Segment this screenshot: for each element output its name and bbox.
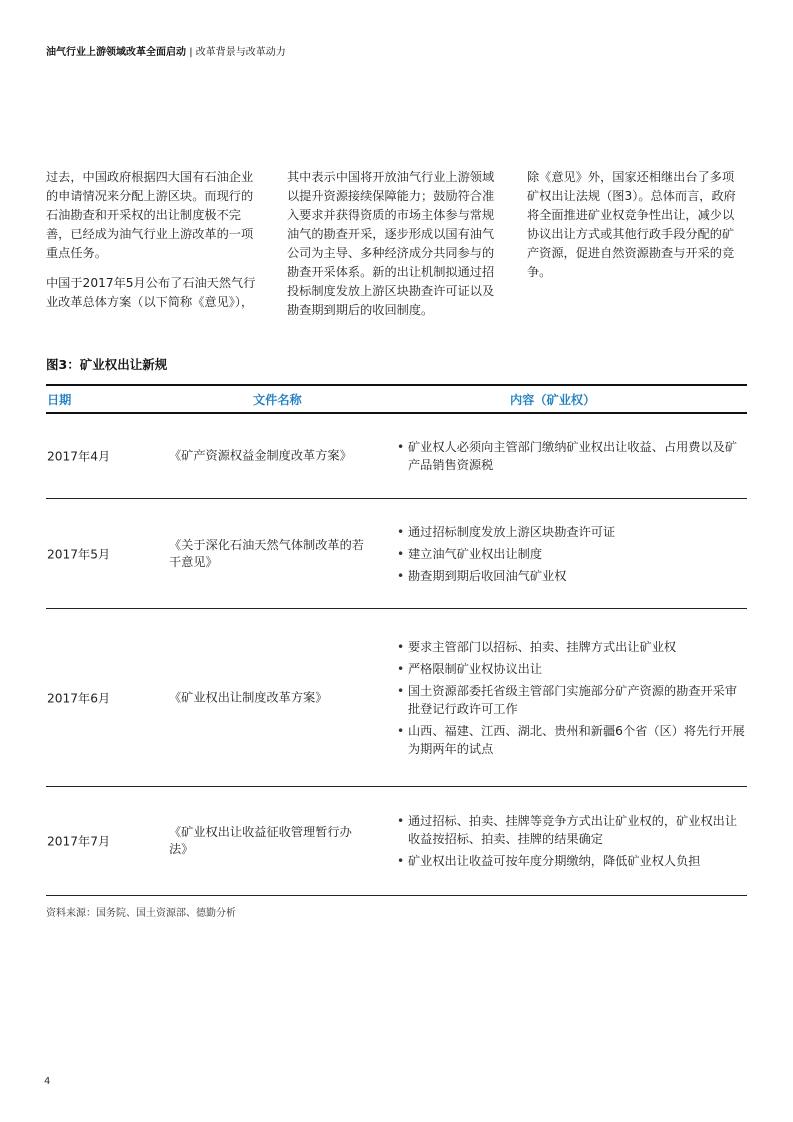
list-item: • 通过招标制度发放上游区块勘查许可证 bbox=[396, 523, 746, 541]
list-item: • 矿业权出让收益可按年度分期缴纳，降低矿业权人负担 bbox=[396, 852, 746, 870]
list-item: • 矿业权人必须向主管部门缴纳矿业权出让收益、占用费以及矿产品销售资源税 bbox=[396, 438, 746, 474]
table-row bbox=[46, 414, 747, 499]
running-header bbox=[46, 43, 286, 58]
regulations-table bbox=[46, 384, 747, 896]
row-document: 《关于深化石油天然气体制改革的若干意见》 bbox=[169, 537, 364, 569]
row-document: 《矿业权出让制度改革方案》 bbox=[169, 690, 328, 704]
figure-title: 图3：矿业权出让新规 bbox=[46, 357, 168, 372]
source-note: 资料来源：国务院、国土资源部、德勤分析 bbox=[46, 908, 236, 919]
header-subtitle: 改革背景与改革动力 bbox=[195, 47, 286, 58]
header-separator: | bbox=[189, 47, 193, 58]
header-title: 油气行业上游领域改革全面启动 bbox=[46, 47, 186, 58]
paragraph: 中国于2017年5月公布了石油天然气行业改革总体方案（以下简称《意见》）， bbox=[46, 276, 256, 309]
list-item: • 山西、福建、江西、湖北、贵州和新疆6个省（区）将先行开展为期两年的试点 bbox=[396, 722, 746, 758]
paragraph: 其中表示中国将开放油气行业上游领域以提升资源接续保障能力；鼓励符合准入要求并获得资质的市场主体参与常规油气的勘查开采，逐步形成以国有油气公司为主导、多种经济成分共同参与的勘查开采体系。新的出让机制拟通过招投标制度发放上游区块勘查许可证以及勘查期到期后的收回制度。 bbox=[287, 170, 495, 317]
header-content: 内容（矿业权） bbox=[510, 393, 596, 407]
list-item: • 严格限制矿业权协议出让 bbox=[396, 660, 746, 678]
header-date: 日期 bbox=[47, 393, 72, 407]
table-row bbox=[46, 609, 747, 787]
row-content-list bbox=[396, 519, 746, 589]
row-date: 2017年7月 bbox=[47, 834, 111, 849]
table-row bbox=[46, 787, 747, 896]
text-column-3 bbox=[527, 168, 745, 293]
row-date: 2017年4月 bbox=[47, 449, 111, 464]
paragraph: 除《意见》外，国家还相继出台了多项矿权出让法规（图3）。总体而言，政府将全面推进矿业权竞争性出让，减少以协议出让方式或其他行政手段分配的矿产资源，促进自然资源勘查与开采的竞争。 bbox=[527, 170, 736, 279]
row-content-list bbox=[396, 808, 746, 874]
list-item: • 国土资源部委托省级主管部门实施部分矿产资源的勘查开采审批登记行政许可工作 bbox=[396, 682, 746, 718]
text-column-1 bbox=[46, 168, 264, 323]
list-item: • 勘查期到期后收回油气矿业权 bbox=[396, 567, 746, 585]
row-date: 2017年5月 bbox=[47, 547, 111, 561]
header-document: 文件名称 bbox=[253, 393, 302, 407]
table-header bbox=[46, 384, 747, 414]
row-date: 2017年6月 bbox=[47, 691, 111, 705]
row-content-list bbox=[396, 634, 746, 762]
table-row bbox=[46, 499, 747, 609]
text-column-2 bbox=[287, 168, 505, 331]
list-item: • 要求主管部门以招标、拍卖、挂牌方式出让矿业权 bbox=[396, 638, 746, 656]
list-item: • 通过招标、拍卖、挂牌等竞争方式出让矿业权的，矿业权出让收益按招标、拍卖、挂牌的结果确定 bbox=[396, 812, 746, 848]
row-document: 《矿产资源权益金制度改革方案》 bbox=[169, 448, 352, 463]
row-content-list bbox=[396, 434, 746, 478]
page-number: 4 bbox=[44, 1076, 51, 1087]
paragraph: 过去，中国政府根据四大国有石油企业的申请情况来分配上游区块。而现行的石油勘查和开采权的出让制度极不完善，已经成为油气行业上游改革的一项重点任务。 bbox=[46, 170, 254, 260]
list-item: • 建立油气矿业权出让制度 bbox=[396, 545, 746, 563]
row-document: 《矿业权出让收益征收管理暂行办法》 bbox=[169, 825, 352, 856]
